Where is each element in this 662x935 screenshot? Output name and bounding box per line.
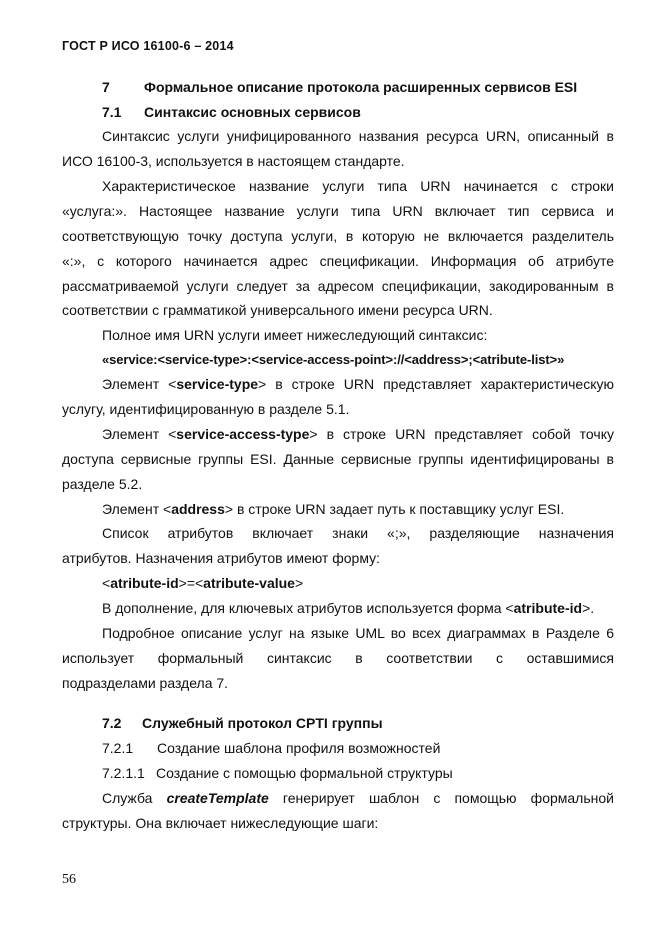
section-7-heading <box>102 78 614 96</box>
paragraph-line: использует формальный синтаксис в соответствии с оставшимися <box>62 650 614 666</box>
paragraph-line: В дополнение, для ключевых атрибутов используется форма <atribute-id>. <box>102 600 595 616</box>
paragraph-line: Элемент <address> в строке URN задает путь к поставщику услуг ESI. <box>102 501 565 517</box>
paragraph-line: структуры. Она включает нижеследующие шаги: <box>62 815 379 831</box>
term-address: address <box>171 501 225 517</box>
paragraph-line: Элемент <service-type> в строке URN представляет характеристическую <box>102 376 614 392</box>
paragraph-line: Подробное описание услуг на языке UML во всех диаграммах в Разделе 6 <box>102 625 614 641</box>
urn-syntax: «service:<service-type>:<service-access-point>://<address>;<atribute-list>» <box>102 352 565 367</box>
paragraph-line: подразделами раздела 7. <box>62 675 229 691</box>
paragraph-line: доступа сервисные группы ESI. Данные сервисные группы идентифицированы в <box>62 451 614 467</box>
term-atribute-id: atribute-id <box>513 600 583 616</box>
paragraph-line: рассматриваемой услуги следует за адресом спецификации, закодированным в <box>62 278 614 294</box>
paragraph-line: Характеристическое название услуги типа URN начинается с строки <box>102 178 614 194</box>
paragraph-line: соответствующую точку доступа услуги, в которую не включается разделитель <box>62 228 614 244</box>
term-service-type: service-type <box>176 376 259 392</box>
paragraph-line: разделе 5.2. <box>62 476 143 492</box>
paragraph-line: ИСО 16100-3, используется в настоящем стандарте. <box>62 153 405 169</box>
attribute-form: <atribute-id>=<atribute-value> <box>102 575 304 591</box>
section-7-2-1-1-heading <box>102 764 614 782</box>
paragraph-line: Синтаксис услуги унифицированного названия ресурса URN, описанный в <box>102 128 614 144</box>
section-number: 7.2 <box>102 715 122 731</box>
paragraph-line: атрибутов. Назначения атрибутов имеют форму: <box>62 550 381 566</box>
section-7-2-1-heading <box>102 739 614 757</box>
section-title: Синтаксис основных сервисов <box>144 104 361 120</box>
term-service-access-type: service-access-type <box>176 426 310 442</box>
paragraph-line: соответствии с грамматикой универсального имени ресурса URN. <box>62 302 493 318</box>
section-title: Формальное описание протокола расширенных сервисов ESI <box>144 79 578 95</box>
section-7-1-heading <box>102 103 614 121</box>
paragraph-line: Служба createTemplate генерирует шаблон с помощью формальной <box>102 790 614 806</box>
page-number: 56 <box>62 872 76 887</box>
section-title: Создание с помощью формальной структуры <box>156 765 453 781</box>
section-title: Служебный протокол CPTI группы <box>142 715 383 731</box>
paragraph-line: Элемент <service-access-type> в строке URN представляет собой точку <box>102 426 614 442</box>
section-number: 7 <box>102 79 110 95</box>
paragraph-line: услугу, идентифицированную в разделе 5.1. <box>62 401 350 417</box>
section-7-2-heading <box>102 714 614 732</box>
paragraph-line: Полное имя URN услуги имеет нижеследующий синтаксис: <box>102 327 488 343</box>
section-number: 7.2.1.1 <box>102 765 145 781</box>
paragraph-line: «услуга:». Настоящее название услуги типа URN включает тип сервиса и <box>62 203 614 219</box>
section-number: 7.2.1 <box>102 740 134 756</box>
term-createtemplate: createTemplate <box>166 790 269 806</box>
section-number: 7.1 <box>102 104 122 120</box>
document-header: ГОСТ Р ИСО 16100-6 – 2014 <box>62 39 234 53</box>
paragraph-line: «:», с которого начинается адрес спецификации. Информация об атрибуте <box>62 253 614 269</box>
paragraph-line: Список атрибутов включает знаки «;», разделяющие назначения <box>102 525 614 541</box>
section-title: Создание шаблона профиля возможностей <box>157 740 441 756</box>
